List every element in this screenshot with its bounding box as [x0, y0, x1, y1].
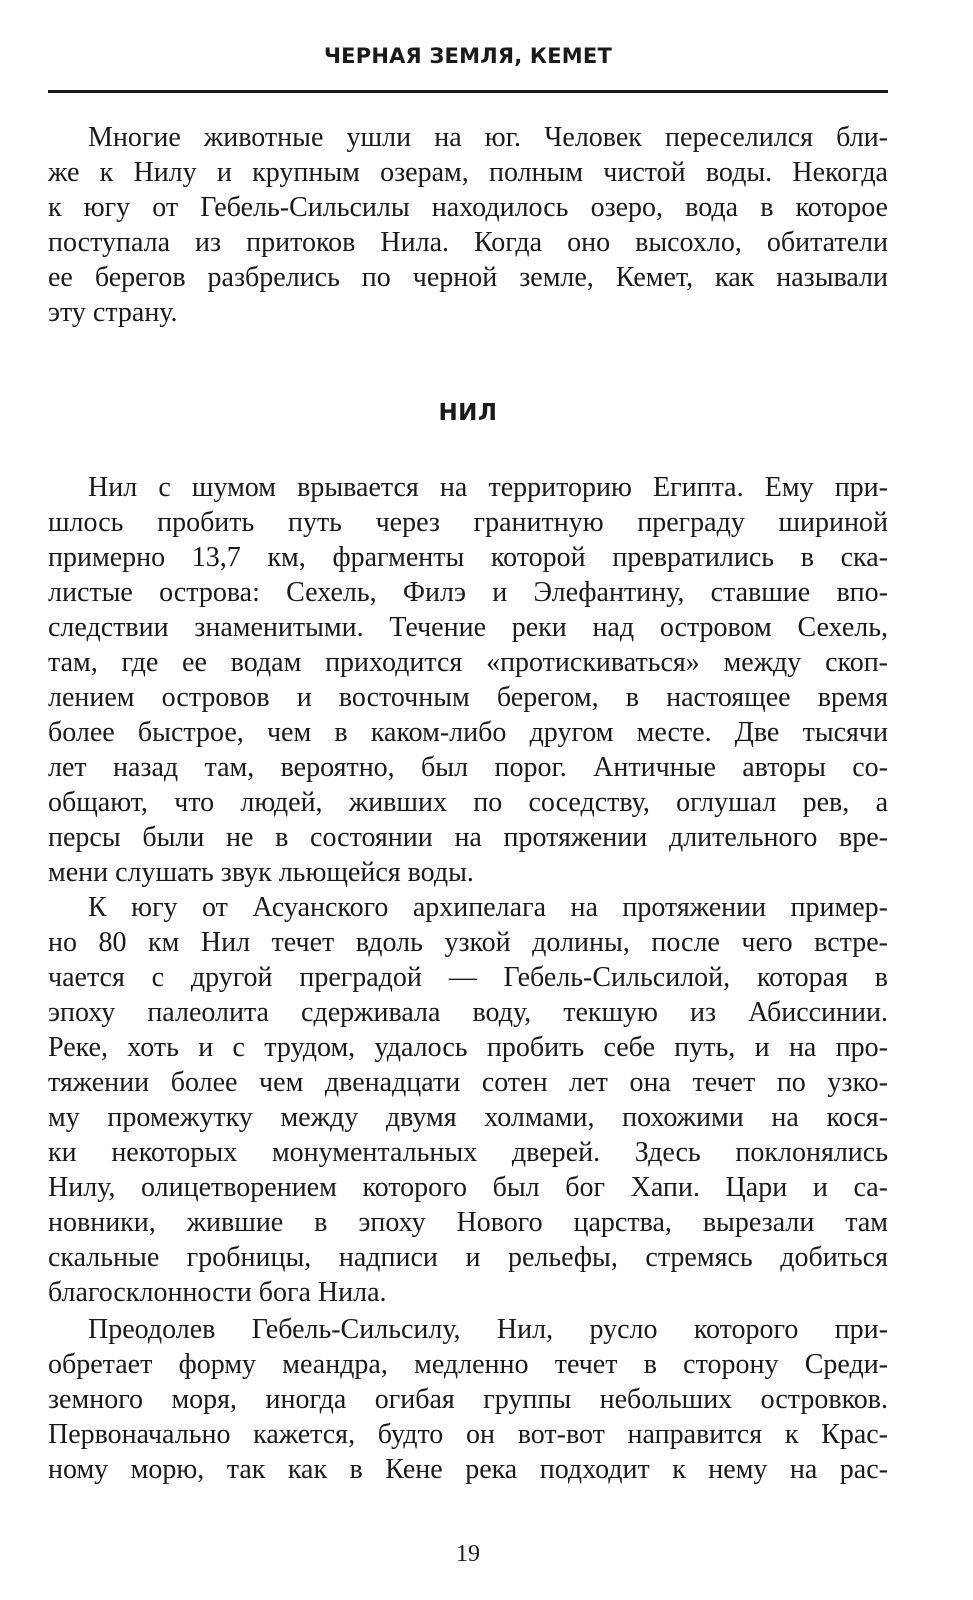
text-line: же к Нилу и крупным озерам, полным чистой воды. Некогда	[48, 157, 888, 188]
text-line: эту страну.	[48, 297, 178, 328]
text-line: чается с другой преградой — Гебель-Сильсилой, которая в	[48, 962, 888, 993]
paragraph-nile-1	[48, 470, 888, 890]
text-line: ному морю, так как в Кене река подходит к нему на рас-	[48, 1454, 888, 1485]
text-line: Многие животные ушли на юг. Человек переселился бли-	[88, 122, 888, 153]
text-line: более быстрое, чем в каком-либо другом месте. Две тысячи	[48, 717, 888, 748]
text-line: шлось пробить путь через гранитную преграду шириной	[48, 507, 888, 538]
text-line: листые острова: Сехель, Филэ и Элефантину, ставшие впо-	[48, 577, 888, 608]
text-line: ее берегов разбрелись по черной земле, Кемет, как называли	[48, 262, 888, 293]
text-line: благосклонности бога Нила.	[48, 1277, 387, 1308]
text-line: Нил с шумом врывается на территорию Египта. Ему при-	[88, 472, 888, 503]
text-line: но 80 км Нил течет вдоль узкой долины, после чего встре-	[48, 927, 888, 958]
text-line: земного моря, иногда огибая группы небольших островков.	[48, 1384, 888, 1415]
text-line: мени слушать звук льющейся воды.	[48, 857, 474, 888]
text-line: поступала из притоков Нила. Когда оно высохло, обитатели	[48, 227, 888, 258]
section-heading: НИЛ	[438, 400, 498, 426]
text-line: Преодолев Гебель-Сильсилу, Нил, русло которого при-	[88, 1314, 888, 1345]
text-line: обретает форму меандра, медленно течет в сторону Среди-	[48, 1349, 888, 1380]
text-line: ки некоторых монументальных дверей. Здесь поклонялись	[48, 1137, 888, 1168]
text-line: лением островов и восточным берегом, в настоящее время	[48, 682, 888, 713]
text-line: примерно 13,7 км, фрагменты которой превратились в ска-	[48, 542, 888, 573]
text-line: к югу от Гебель-Сильсилы находилось озеро, вода в которое	[48, 192, 888, 223]
text-line: эпоху палеолита сдерживала воду, текшую из Абиссинии.	[48, 997, 888, 1028]
text-line: новники, жившие в эпоху Нового царства, вырезали там	[48, 1207, 888, 1238]
text-line: Нилу, олицетворением которого был бог Хапи. Цари и са-	[48, 1172, 888, 1203]
text-line: скальные гробницы, надписи и рельефы, стремясь добиться	[48, 1242, 888, 1273]
text-line: Первоначально кажется, будто он вот-вот направится к Крас-	[48, 1419, 888, 1450]
text-line: Реке, хоть и с трудом, удалось пробить себе путь, и на про-	[48, 1032, 888, 1063]
paragraph-intro	[48, 120, 888, 330]
paragraph-nile-2	[48, 890, 888, 1310]
text-line: му промежутку между двумя холмами, похожими на кося-	[48, 1102, 888, 1133]
text-line: К югу от Асуанского архипелага на протяжении пример-	[88, 892, 888, 923]
text-line: следствии знаменитыми. Течение реки над островом Сехель,	[48, 612, 888, 643]
text-line: персы были не в состоянии на протяжении длительного вре-	[48, 822, 888, 853]
text-line: там, где ее водам приходится «протискиваться» между скоп-	[48, 647, 888, 678]
running-head: ЧЕРНАЯ ЗЕМЛЯ, КЕМЕТ	[324, 44, 612, 68]
text-line: общают, что людей, живших по соседству, оглушал рев, а	[48, 787, 888, 818]
header-rule	[48, 90, 888, 93]
text-line: тяжении более чем двенадцати сотен лет она течет по узко-	[48, 1067, 888, 1098]
text-line: лет назад там, вероятно, был порог. Античные авторы со-	[48, 752, 888, 783]
paragraph-nile-3	[48, 1312, 888, 1487]
page-number: 19	[456, 1541, 480, 1567]
